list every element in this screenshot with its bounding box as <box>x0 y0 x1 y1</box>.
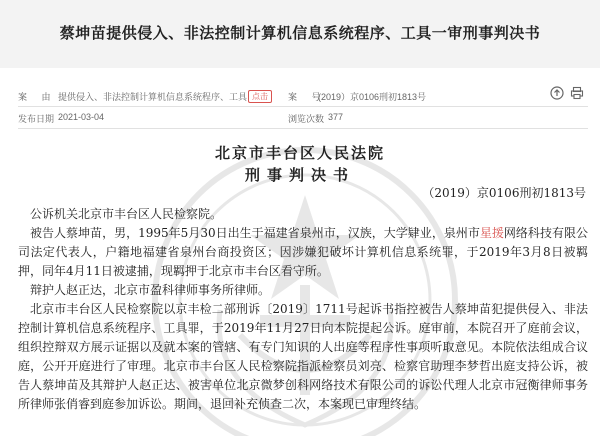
paragraph-prosecutor: 公诉机关北京市丰台区人民检察院。 <box>30 207 223 221</box>
meta-divider <box>18 106 588 107</box>
company-highlight[interactable]: 星援 <box>479 226 504 240</box>
cause-value: 提供侵入、非法控制计算机信息系统程序、工具 <box>58 92 248 102</box>
publish-label: 发布日期 <box>18 114 55 124</box>
views-label: 浏览次数 <box>288 114 325 124</box>
paragraph-proceedings: 北京市丰台区人民检察院以京丰检二部刑诉〔2019〕1711号起诉书指控被告人蔡坤苗犯提供侵入、非法控制计算机信息系统程序、工具罪，于2019年11月27日向本院提起公诉。庭审前，本院召开了庭前会议，组织控辩双方展示证据以及就本案的管辖、有专门知识的人出庭等程序性事项听取意见。本院依法组成合议庭，公开开庭进行了审理。北京市丰台区人民检察院指派检察员刘亮、检察官助理李梦哲出庭支持公诉，被告人蔡坤苗及其辩护人赵正达、被害单位北京微梦创科网络技术有限公司的诉讼代理人北京市冠衡律师事务所律师张俏睿到庭参加诉讼。期间，退回补充侦查二次，本案现已审理终结。 <box>18 302 588 411</box>
court-name: 北京市丰台区人民法院 <box>214 144 385 162</box>
paragraph-defender: 辩护人赵正达，北京市盈科律师事务所律师。 <box>30 283 271 297</box>
case-no-label: 案 号 <box>288 92 327 102</box>
meta-row-publish <box>18 110 588 126</box>
cause-label: 案 由 <box>18 92 57 102</box>
document-type: 刑事判决书 <box>244 166 355 184</box>
case-no-value: (2019）京0106刑初1813号 <box>318 92 427 102</box>
defendant-text-1: 被告人蔡坤苗，男，1995年5月30日出生于福建省泉州市，汉族，大学肄业，泉州市 <box>30 226 480 240</box>
publish-date: 2021-03-04 <box>58 112 105 122</box>
print-icon[interactable] <box>570 86 584 100</box>
share-icon[interactable] <box>550 86 564 100</box>
paragraph-defendant <box>18 224 588 281</box>
document-case-number: （2019）京0106刑初1813号 <box>422 186 586 200</box>
page-title: 蔡坤苗提供侵入、非法控制计算机信息系统程序、工具一审刑事判决书 <box>59 24 541 42</box>
meta-divider-2 <box>18 128 588 129</box>
click-badge[interactable]: 点击 <box>248 90 272 103</box>
defendant-text-2: 网络科技有限公司法定代表人，户籍地福建省泉州台商投资区；因涉嫌犯破坏计算机信息系统罪，于2019年3月8日被羁押，同年4月11日被逮捕，现羁押于北京市丰台区看守所。 <box>18 226 588 278</box>
meta-row-cause <box>18 88 588 104</box>
views-count: 377 <box>328 112 344 122</box>
